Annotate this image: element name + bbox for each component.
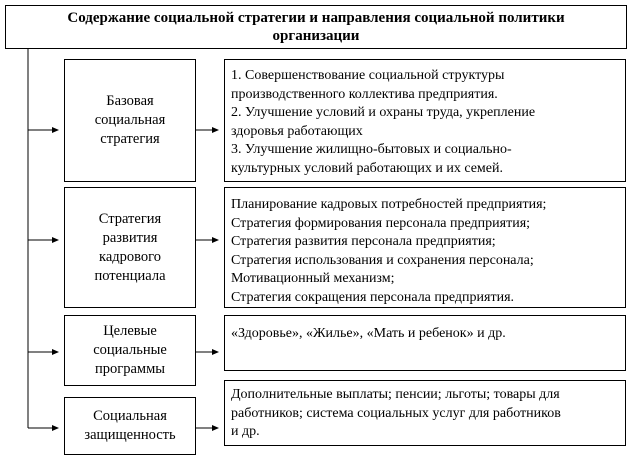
detail-line: Стратегия формирования персонала предприятия; [231,215,531,231]
detail-line: культурных условий работающих и их семей. [231,160,503,176]
category-box-basic-strategy [64,59,196,182]
category-label: Целевые социальные программы [93,323,167,377]
detail-line: Стратегия использования и сохранения персонала; [231,252,534,268]
detail-box-target-programs [224,315,626,371]
diagram-title-text: Содержание социальной стратегии и направления социальной политики организации [67,10,565,44]
detail-box-personnel-strategy [224,187,626,308]
detail-box-basic-strategy [224,59,626,182]
category-label: Стратегия развития кадрового потенциала [94,210,166,284]
detail-line: Стратегия сокращения персонала предприятия. [231,289,515,305]
detail-line: и др. [231,424,260,439]
category-label: Базовая социальная стратегия [94,93,166,147]
detail-line: производственного коллектива предприятия. [231,86,498,102]
detail-line: Стратегия развития персонала предприятия; [231,234,496,249]
detail-line: 2. Улучшение условий и охраны труда, укрепление [231,105,536,120]
detail-line: «Здоровье», «Жилье», «Мать и ребенок» и др. [231,326,506,341]
detail-line: 3. Улучшение жилищно-бытовых и социально- [231,142,512,157]
category-box-target-programs [64,315,196,386]
detail-line: работников; система социальных услуг для работников [231,405,561,421]
detail-line: Мотивационный механизм; [231,271,395,286]
detail-line: Дополнительные выплаты; пенсии; льготы; товары для [231,387,560,402]
category-box-social-protection [64,397,196,455]
detail-line: здоровья работающих [231,123,363,139]
detail-line: Планирование кадровых потребностей предприятия; [231,197,547,212]
detail-box-social-protection [224,380,626,446]
detail-line: 1. Совершенствование социальной структуры [231,68,505,83]
category-box-personnel-strategy [64,187,196,308]
category-label: Социальная защищенность [84,408,176,443]
diagram-title [5,5,627,49]
